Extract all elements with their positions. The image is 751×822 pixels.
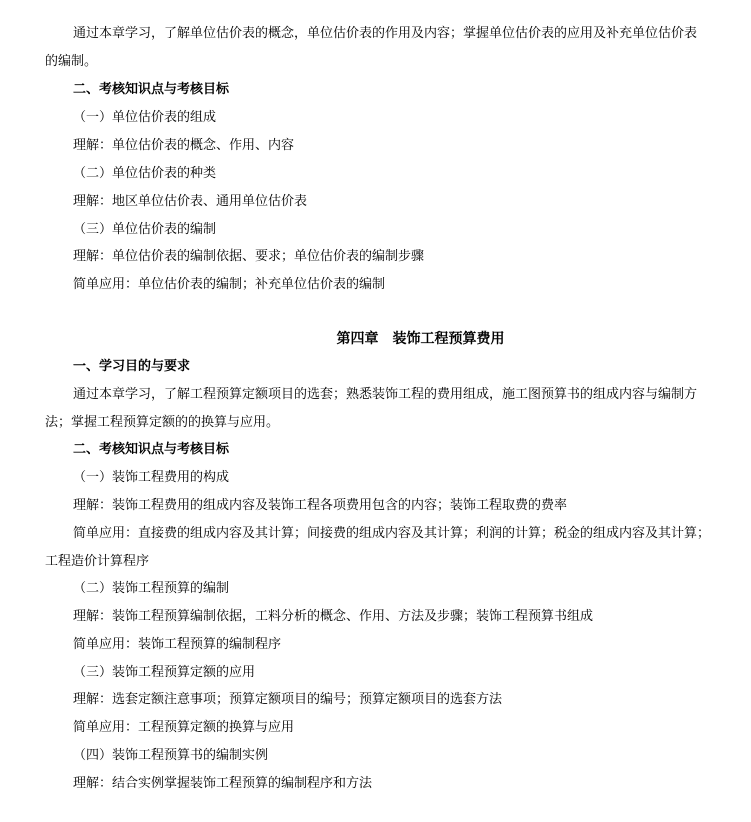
list-item: 理解：单位估价表的概念、作用、内容: [73, 138, 295, 153]
chapter-title: 第四章 装饰工程预算费用: [336, 331, 505, 347]
list-item: （二）单位估价表的种类: [73, 166, 217, 181]
list-item: （一）装饰工程费用的构成: [73, 470, 230, 485]
paragraph-intro-line-2: 法；掌握工程预算定额的的换算与应用。: [45, 415, 280, 430]
list-item: （四）装饰工程预算书的编制实例: [73, 748, 269, 763]
list-item: 理解：装饰工程预算编制依据，工料分析的概念、作用、方法及步骤；装饰工程预算书组成: [73, 609, 594, 624]
list-item: 简单应用：装饰工程预算的编制程序: [73, 637, 282, 652]
list-item: 简单应用：直接费的组成内容及其计算；间接费的组成内容及其计算；利润的计算；税金的组成内容及其计算；: [73, 526, 711, 541]
list-item: （一）单位估价表的组成: [73, 110, 217, 125]
paragraph-intro-line-1: 通过本章学习，了解工程预算定额项目的选套；熟悉装饰工程的费用组成，施工图预算书的组成内容与编制方: [73, 387, 698, 402]
section-heading: 二、考核知识点与考核目标: [73, 442, 230, 457]
paragraph-intro-line-2: 的编制。: [45, 54, 98, 69]
list-item: （三）装饰工程预算定额的应用: [73, 665, 256, 680]
list-item: 理解：装饰工程费用的组成内容及装饰工程各项费用包含的内容；装饰工程取费的费率: [73, 498, 568, 513]
section-heading: 一、学习目的与要求: [73, 359, 191, 374]
list-item-continuation: 工程造价计算程序: [45, 554, 150, 569]
list-item: 理解：选套定额注意事项；预算定额项目的编号；预算定额项目的选套方法: [73, 692, 503, 707]
paragraph-intro-line-1: 通过本章学习，了解单位估价表的概念，单位估价表的作用及内容；掌握单位估价表的应用及补充单位估价表: [73, 26, 698, 41]
list-item: （二）装饰工程预算的编制: [73, 581, 230, 596]
list-item: 理解：地区单位估价表、通用单位估价表: [73, 194, 308, 209]
list-item: 理解：单位估价表的编制依据、要求；单位估价表的编制步骤: [73, 249, 425, 264]
list-item: 简单应用：单位估价表的编制；补充单位估价表的编制: [73, 277, 386, 292]
list-item: 简单应用：工程预算定额的换算与应用: [73, 720, 295, 735]
section-heading: 二、考核知识点与考核目标: [73, 82, 230, 97]
list-item: 理解：结合实例掌握装饰工程预算的编制程序和方法: [73, 776, 373, 791]
list-item: （三）单位估价表的编制: [73, 222, 217, 237]
